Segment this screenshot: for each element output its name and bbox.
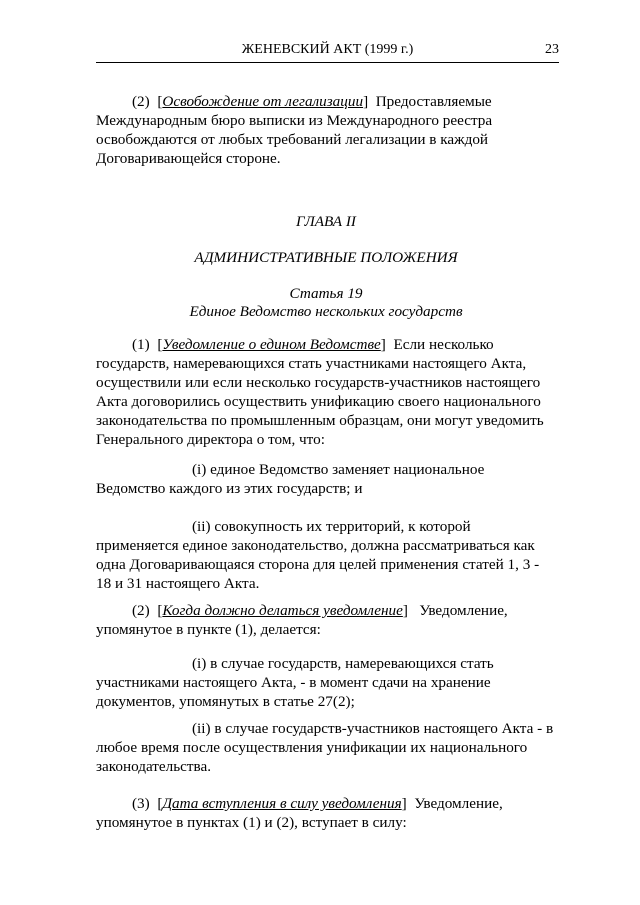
header-title: ЖЕНЕВСКИЙ АКТ (1999 г.) — [241, 42, 414, 57]
paragraph-1-item-i: (i) единое Ведомство заменяет национальное Ведомство каждого из этих государств; и — [96, 461, 485, 497]
chapter-number: ГЛАВА II — [296, 213, 356, 230]
paragraph-number: (1) — [132, 336, 150, 353]
paragraph-heading: Дата вступления в силу уведомления — [162, 795, 402, 812]
paragraph-2: (2) [Когда должно делаться уведомление] Уведомление, упомянутое в пункте (1), делается: — [96, 602, 508, 638]
paragraph-number: (2) — [132, 93, 150, 110]
paragraph-number: (3) — [132, 795, 150, 812]
running-header — [96, 40, 559, 63]
paragraph-2-item-i: (i) в случае государств, намеревающихся стать участниками настоящего Акта, - в момент сдачи на хранение документов, упомянутых в статье 27(2); — [96, 655, 494, 710]
paragraph-legalization: (2) [Освобождение от легализации] Предоставляемые Международным бюро выписки из Международного реестра освобождаются от любых требований легализации в каждой Договаривающейся стороне. — [96, 93, 493, 167]
paragraph-3: (3) [Дата вступления в силу уведомления] Уведомление, упомянутое в пунктах (1) и (2), вступает в силу: — [96, 795, 503, 831]
paragraph-heading: Когда должно делаться уведомление — [162, 602, 403, 619]
paragraph-2-item-ii: (ii) в случае государств-участников настоящего Акта - в любое время после осуществления унификации их национального законодательства. — [96, 720, 554, 775]
article-number: Статья 19 — [289, 285, 363, 302]
paragraph-1: (1) [Уведомление о едином Ведомстве] Если несколько государств, намеревающихся стать участниками настоящего Акта, осуществили или если несколько государств-участников настоящего Акта договорились осуществить унификацию своего национального законодательства по промышленным образцам, они могут уведомить Генерального директора о том, что: — [96, 336, 544, 448]
article-title: Единое Ведомство нескольких государств — [189, 303, 463, 320]
paragraph-heading: Освобождение от легализации — [162, 93, 364, 110]
paragraph-heading: Уведомление о едином Ведомстве — [162, 336, 381, 353]
page-number: 23 — [545, 42, 559, 57]
paragraph-1-item-ii: (ii) совокупность их территорий, к которой применяется единое законодательство, должна рассматриваться как одна Договаривающаяся сторона для целей применения статей 1, 3 - 18 и 31 настоящего Акта. — [96, 518, 540, 592]
paragraph-number: (2) — [132, 602, 150, 619]
paragraph-text: Если несколько государств, намеревающихся стать участниками настоящего Акта, осуществили или если несколько государств-участников настоящего Акта договорились осуществить унификацию своего национального законодательства по промышленным образцам, они могут уведомить Генерального директора о том, что: — [96, 336, 544, 448]
chapter-title: АДМИНИСТРАТИВНЫЕ ПОЛОЖЕНИЯ — [194, 249, 458, 266]
paragraph-text: Уведомление, упомянутое в пункте (1), делается: — [96, 602, 508, 638]
paragraph-text: Уведомление, упомянутое в пунктах (1) и (2), вступает в силу: — [96, 795, 503, 831]
paragraph-text: Предоставляемые Международным бюро выписки из Международного реестра освобождаются от любых требований легализации в каждой Договаривающейся стороне. — [96, 93, 493, 167]
